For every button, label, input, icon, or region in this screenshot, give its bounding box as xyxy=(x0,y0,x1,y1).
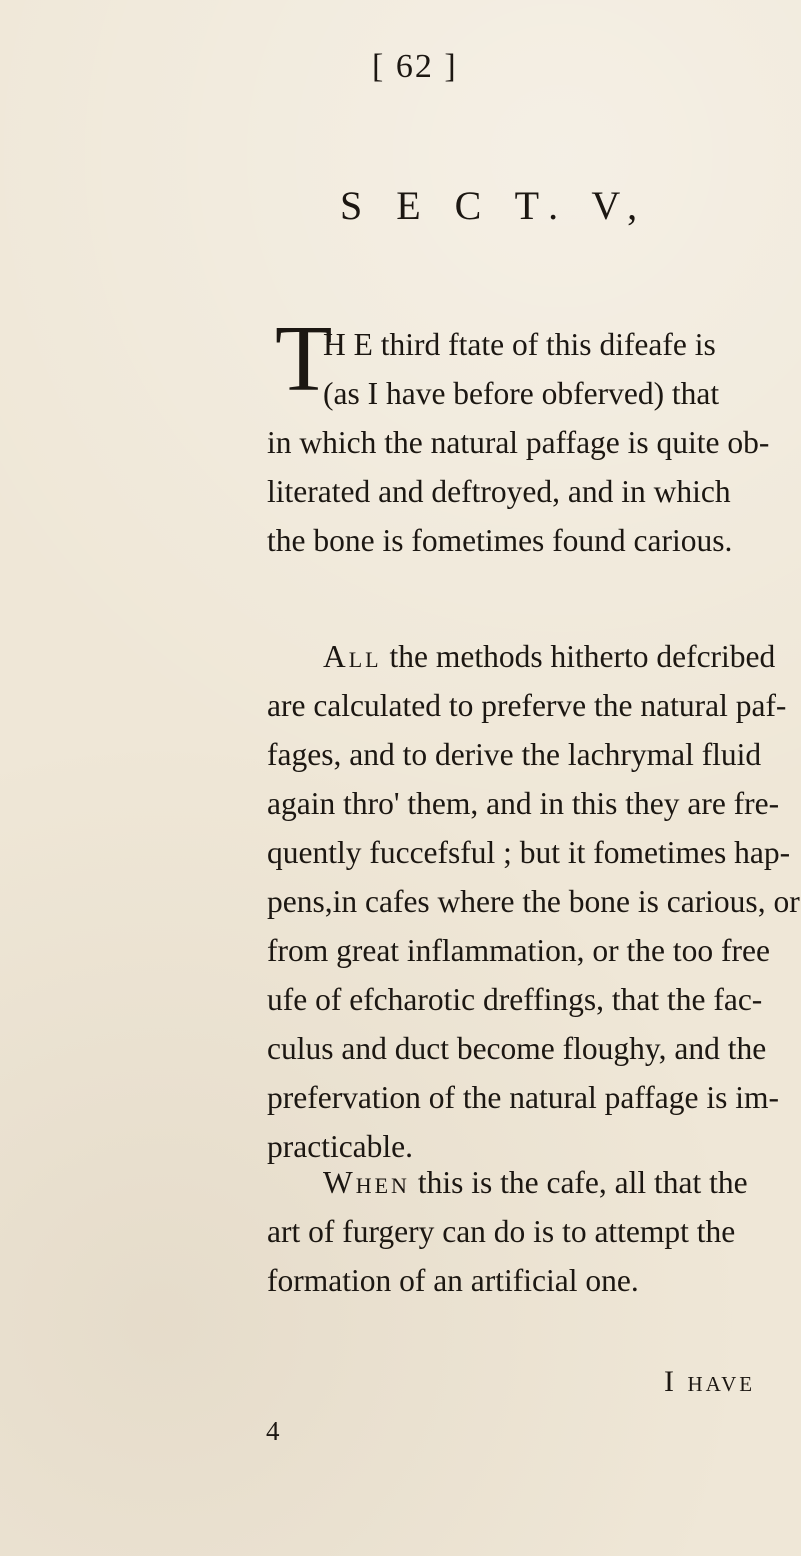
paragraph-2-line-9: culus and duct become floughy, and the xyxy=(267,1031,767,1066)
paragraph-1-line-1: H E third ftate of this difeafe is xyxy=(323,327,716,362)
paragraph-2 xyxy=(267,632,800,1171)
paragraph-1-line-5: the bone is fometimes found carious. xyxy=(267,523,733,558)
paragraph-2-line-1 xyxy=(323,632,795,681)
catchword: I have xyxy=(664,1365,756,1398)
paragraph-3-line-3: formation of an artificial one. xyxy=(267,1263,639,1298)
paragraph-2-line-11: practicable. xyxy=(267,1129,414,1164)
paragraph-2-line-8: ufe of efcharotic dreffings, that the fac- xyxy=(267,982,763,1017)
paragraph-3-line-1-text: this is the cafe, all that the xyxy=(409,1165,748,1200)
section-heading: S E C T. V, xyxy=(340,183,650,228)
paragraph-3 xyxy=(267,1158,795,1305)
paragraph-2-line-1-text: the methods hitherto defcribed xyxy=(381,639,776,674)
paragraph-2-line-10: prefervation of the natural paffage is im- xyxy=(267,1080,779,1115)
paragraph-3-lead: When xyxy=(323,1165,410,1200)
paragraph-2-line-6: pens,in cafes where the bone is carious, or xyxy=(267,884,800,919)
paragraph-1-line-2: (as I have before obferved) that xyxy=(323,376,720,411)
page-number: [ 62 ] xyxy=(372,48,458,85)
paragraph-3-line-1 xyxy=(323,1158,795,1207)
paragraph-2-line-4: again thro' them, and in this they are fre- xyxy=(267,786,780,821)
paragraph-2-line-7: from great inflammation, or the too free xyxy=(267,933,770,968)
paragraph-2-lead: All xyxy=(323,639,382,674)
paragraph-1-line-3: in which the natural paffage is quite ob- xyxy=(267,425,770,460)
paragraph-1 xyxy=(267,320,795,565)
paragraph-2-line-2: are calculated to preferve the natural paf- xyxy=(267,688,787,723)
paragraph-3-line-2: art of furgery can do is to attempt the xyxy=(267,1214,736,1249)
paragraph-2-line-3: fages, and to derive the lachrymal fluid xyxy=(267,737,762,772)
drop-cap: T xyxy=(275,307,333,411)
paragraph-2-line-5: quently fuccefsful ; but it fometimes hap- xyxy=(267,835,791,870)
paragraph-1-line-4: literated and deftroyed, and in which xyxy=(267,474,731,509)
signature-mark: 4 xyxy=(266,1416,280,1446)
